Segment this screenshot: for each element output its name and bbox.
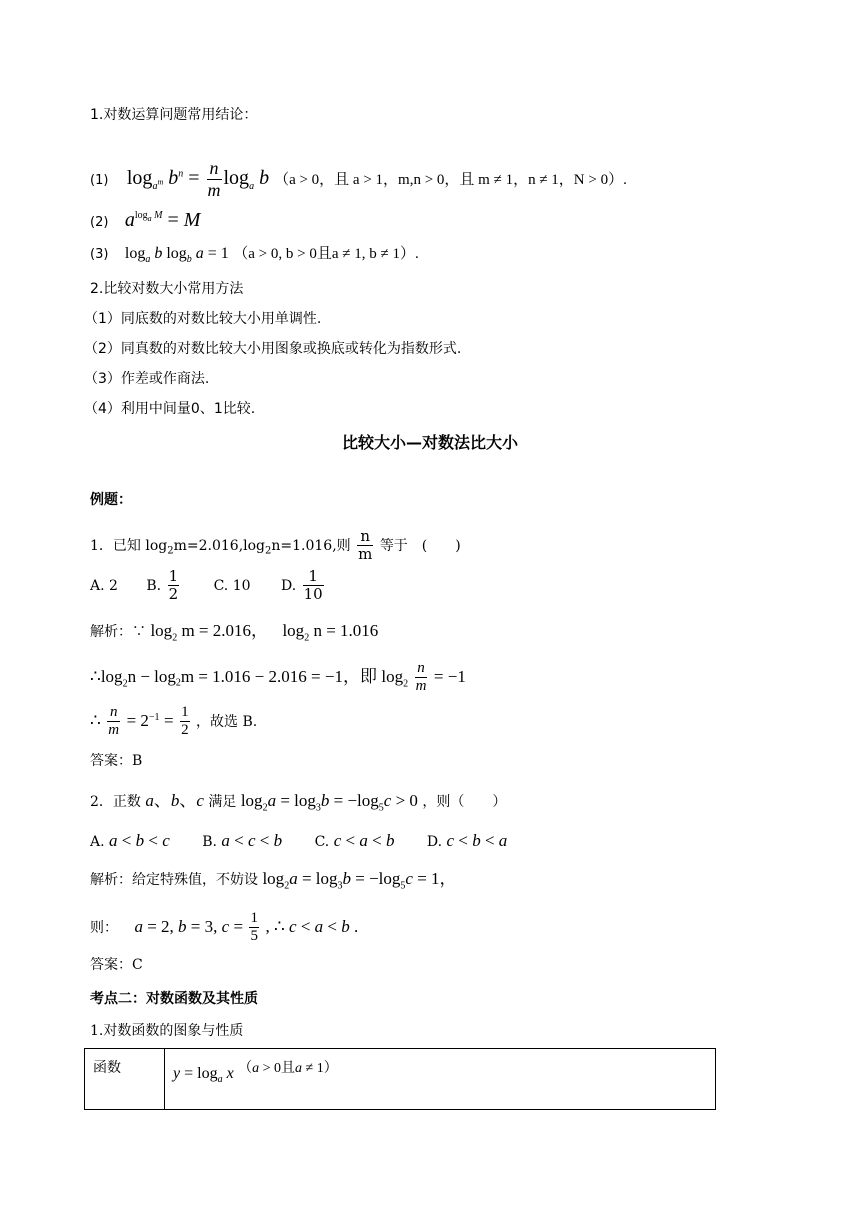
q1-stem-mid: m=2.016,log bbox=[173, 537, 266, 554]
q2-stem: 2．正数 a、b、c 满足 $\log_2a = \log_3b = -\log_5c > 0$ ，则（ ） bbox=[90, 791, 507, 814]
section-2-heading: 2.比较对数大小常用方法 bbox=[90, 281, 244, 297]
q1-b-den: 2 bbox=[168, 585, 179, 604]
q1-answer: 答案：B bbox=[90, 753, 143, 769]
q1-sol-2d: = −1 bbox=[433, 666, 466, 686]
formula-3-expr: $\log_a b$ $\log_b a = 1$ bbox=[124, 245, 229, 266]
table-label: 函数 bbox=[93, 1060, 121, 1076]
q1-solution-1: 解析：∵ $\log_2 m = 2.016$， $\log_2 n = 1.016$ bbox=[90, 621, 379, 644]
method-item-4: （4）利用中间量0、1比较. bbox=[84, 401, 256, 417]
q1-stem-post: 等于 ( ) bbox=[379, 537, 461, 554]
q2-solution-label: 解析：给定特殊值，不妨设 bbox=[90, 872, 258, 888]
q1-sol-3c: = bbox=[164, 710, 174, 730]
q1-stem-mid2: n=1.016,则 bbox=[271, 537, 351, 554]
q1-solution-3: ∴ $\frac{n}{m}$ = $2^{-1}$ = $\frac{1}{2}$ ，故选 B. bbox=[90, 704, 258, 739]
q1-sol-2b: n − log bbox=[127, 666, 176, 686]
q1-options bbox=[90, 568, 326, 604]
q1-solution-2: $\therefore\log_2n - \log_2m = 1.016 - 2.016 = -1$，即 $\log_2$ $\frac{n}{m}$ = −1 bbox=[90, 660, 466, 695]
formula-1-label: (1) bbox=[90, 172, 109, 188]
q1-sol-2c: m = 1.016 − 2.016 = −1，即 bbox=[180, 666, 377, 686]
q1-sol-2: ∴ bbox=[90, 666, 101, 686]
formula-2-expr: $a^{log_a M} = M$ bbox=[124, 209, 201, 231]
formula-1-expr: $\log_{a^m} b^n$ = $\frac{n}{m}$ $\log_a b$ bbox=[126, 158, 270, 200]
formula-3-condition: （a > 0, b > 0且a ≠ 1, b ≠ 1）. bbox=[233, 246, 419, 262]
q1-d-den: 10 bbox=[303, 585, 323, 604]
q2-solution-2: 则： a = 2, b = 3, c = $\frac{1}{5}$ , ∴ c < a < b . bbox=[90, 910, 359, 945]
q1-solution-label: 解析：∵ bbox=[90, 624, 146, 640]
q1-sol-3b: = 2 bbox=[126, 710, 149, 730]
q1-sol-1a: m = 2.016， bbox=[181, 621, 268, 640]
q2-option-d: D. bbox=[426, 834, 443, 850]
formula-3 bbox=[90, 246, 419, 265]
example-label: 例题： bbox=[90, 492, 132, 508]
q1-sol-3-therefore: ∴ bbox=[90, 710, 101, 730]
section-1-heading: 1.对数运算问题常用结论： bbox=[90, 107, 258, 123]
q1-frac-den: m bbox=[358, 545, 373, 564]
formula-1 bbox=[90, 158, 627, 200]
section-3-heading: 考点二：对数函数及其性质 bbox=[90, 991, 258, 1007]
q2-options: A. a < b < c B. a < c < b C. c < a < b D. c < b < a bbox=[90, 831, 508, 850]
q1-sol-1b: n = 1.016 bbox=[313, 621, 379, 640]
formula-3-label: (3) bbox=[90, 247, 109, 262]
q2-answer: 答案：C bbox=[90, 957, 143, 973]
q1-option-b: B. bbox=[146, 577, 162, 594]
section-3-subheading: 1.对数函数的图象与性质 bbox=[90, 1023, 244, 1039]
method-item-1: （1）同底数的对数比较大小用单调性. bbox=[84, 311, 322, 327]
section-title: 比较大小—对数法比大小 bbox=[341, 433, 518, 452]
q2-option-b: B. bbox=[202, 834, 217, 850]
q2-stem-post: ，则（ ） bbox=[422, 794, 507, 810]
table-row bbox=[85, 1049, 716, 1110]
q1-b-num: 1 bbox=[168, 567, 179, 585]
q2-stem-mid: 满足 bbox=[208, 794, 237, 810]
table-cell-label bbox=[85, 1049, 165, 1110]
formula-1-condition: （a > 0，且 a > 1，m,n > 0，且 m ≠ 1，n ≠ 1，N > 0）. bbox=[274, 171, 627, 188]
method-item-3: （3）作差或作商法. bbox=[84, 371, 210, 387]
q2-stem-pre: 2．正数 bbox=[90, 794, 141, 810]
q2-option-c: C. bbox=[314, 834, 330, 850]
q1-option-c: C. 10 bbox=[213, 577, 251, 594]
q1-sol-3d: ，故选 B. bbox=[196, 713, 258, 730]
q1-stem-pre: 1．已知 log bbox=[90, 537, 168, 554]
function-table bbox=[84, 1048, 716, 1110]
q1-stem: 1．已知 $\log_2m=2.016,\log_2n=1.016$,则 $\frac{n}{m}$ 等于 ( ) bbox=[90, 527, 461, 564]
q1-frac-num: n bbox=[357, 528, 373, 546]
q1-option-a: A. 2 bbox=[90, 577, 118, 594]
formula-2 bbox=[90, 210, 200, 230]
method-item-2: （2）同真数的对数比较大小用图象或换底或转化为指数形式. bbox=[84, 341, 462, 357]
formula-2-label: (2) bbox=[90, 215, 109, 230]
q2-solution-then: 则： bbox=[90, 919, 118, 936]
q1-d-num: 1 bbox=[303, 568, 324, 586]
q2-option-a: A. bbox=[90, 834, 105, 850]
q2-solution-1: 解析：给定特殊值，不妨设 $\log_2a = \log_3b = -\log_5c = 1$， bbox=[90, 869, 457, 892]
q1-option-d: D. bbox=[280, 577, 297, 594]
table-cell-formula: $y = \log_a x$ （a > 0且a ≠ 1） bbox=[165, 1049, 716, 1110]
